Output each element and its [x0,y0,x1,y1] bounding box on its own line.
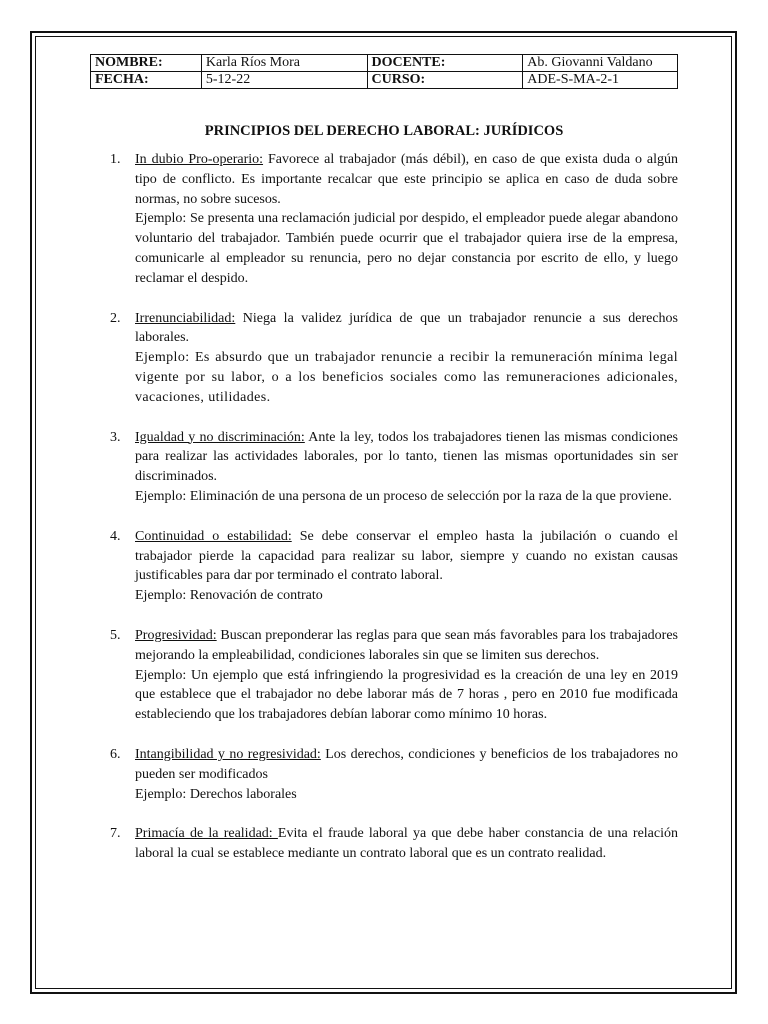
principle-example: Ejemplo: Renovación de contrato [135,588,323,604]
definition-text: Buscan preponderar las reglas para que sean más favorables para los trabajadores mejorando la empleabilidad, condiciones laborales sin que se limiten sus derechos. [135,627,678,663]
principles-list [90,150,678,884]
principle-example: Ejemplo: Un ejemplo que está infringiendo la progresividad es la creación de una ley en 2019 que establece que el trabajador no debe laborar más de 7 horas , pero en 2010 fue modificada estableciendo que los trabajadores debían laborar como mínimo 10 horas. [135,667,678,723]
curso-value: ADE-S-MA-2-1 [523,72,678,89]
definition-text: Evita el fraude laboral ya que debe haber constancia de una relación laboral la cual se establece mediante un contrato laboral que es un contrato realidad. [135,826,678,862]
principle-item [90,150,678,289]
item-number: 5. [110,627,121,643]
principle-definition [135,824,678,864]
item-number: 2. [110,310,121,326]
principle-definition [135,626,678,666]
item-number: 1. [110,152,121,167]
principle-example: Ejemplo: Derechos laborales [135,786,297,802]
principle-example: Ejemplo: Se presenta una reclamación judicial por despido, el empleador puede alegar abandono voluntario del trabajador. También puede ocurrir que el trabajador quiera irse de la empresa, comunicarle al empleador su renuncia, pero no dejar constancia por escrito de ello, y luego reclamar el despido. [135,211,678,286]
principle-term: In dubio Pro-operario: [135,152,264,167]
principle-term: Primacía de la realidad: [135,826,278,842]
document-title: PRINCIPIOS DEL DERECHO LABORAL: JURÍDICOS [204,123,564,139]
item-number: 7. [110,826,121,842]
curso-label: CURSO: [367,72,523,89]
principle-term: Progresividad: [135,627,217,643]
docente-label: DOCENTE: [367,55,523,72]
principle-definition [135,309,678,349]
principle-definition [135,745,678,785]
principle-definition [135,527,678,586]
definition-text: Los derechos, condiciones y beneficios de los trabajadores no pueden ser modificados [135,746,678,782]
definition-text: Niega la validez jurídica de que un trabajador renuncie a sus derechos laborales. [135,310,678,346]
info-row-1 [91,55,678,72]
definition-text: Ante la ley, todos los trabajadores tienen las mismas condiciones para realizar las actividades laborales, por lo tanto, tienen las mismas oportunidades sin ser discriminados. [135,429,678,485]
principle-item [90,309,678,408]
nombre-label: NOMBRE: [91,55,202,72]
definition-text: Se debe conservar el empleo hasta la jubilación o cuando el trabajador pierde la capacidad para realizar su labor, siempre y cuando no existan causas justificables para dar por terminado el contrato laboral. [135,528,678,584]
principle-item [90,745,678,804]
principle-term: Intangibilidad y no regresividad: [135,746,321,762]
principle-item [90,626,678,725]
student-info-table [90,54,678,89]
principle-term: Igualdad y no discriminación: [135,429,305,445]
fecha-value: 5-12-22 [201,72,367,89]
principle-example: Ejemplo: Eliminación de una persona de un proceso de selección por la raza de la que proviene. [135,488,672,504]
item-number: 6. [110,746,121,762]
info-row-2 [91,72,678,89]
principle-example: Ejemplo: Es absurdo que un trabajador renuncie a recibir la remuneración mínima legal vigente por su labor, o a los beneficios sociales como las remuneraciones adicionales, vacaciones, utilidades. [135,350,678,405]
principle-item [90,527,678,606]
definition-text: Favorece al trabajador (más débil), en caso de que exista duda o algún tipo de conflicto. Es importante recalcar que este principio se aplica en caso de duda sobre normas, no sobre sucesos. [135,152,678,207]
principle-definition [135,150,678,209]
principle-term: Continuidad o estabilidad: [135,528,292,544]
item-number: 4. [110,528,121,544]
docente-value: Ab. Giovanni Valdano [523,55,678,72]
principle-item [90,428,678,507]
principle-item [90,824,678,864]
fecha-label: FECHA: [91,72,202,89]
principle-term: Irrenunciabilidad: [135,310,236,326]
item-number: 3. [110,429,121,445]
nombre-value: Karla Ríos Mora [201,55,367,72]
principle-definition [135,428,678,487]
